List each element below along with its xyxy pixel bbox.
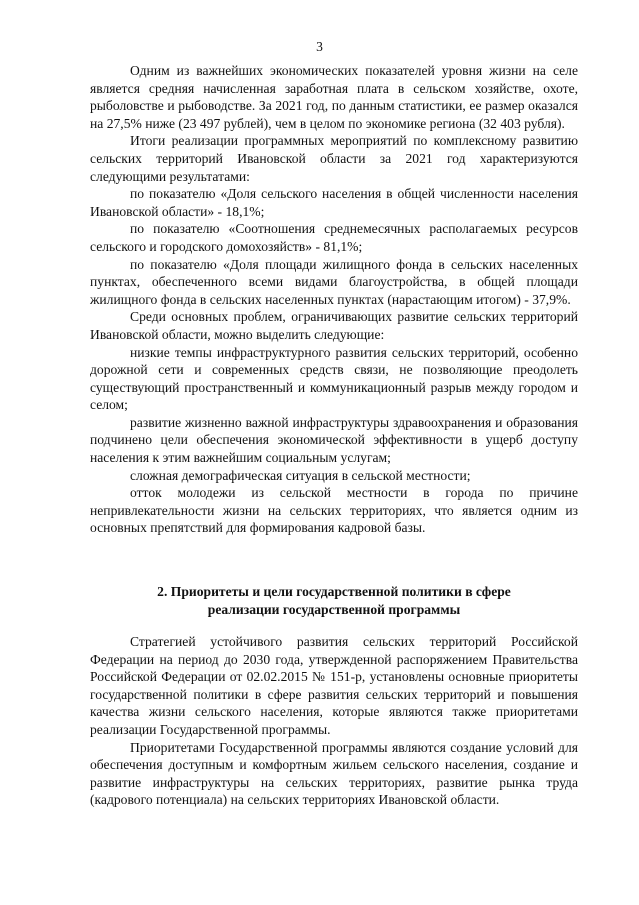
paragraph-strategy: Стратегией устойчивого развития сельских территорий Российской Федерации на период до 2030 года, утвержденной распоряжением Правительства Российской Федерации от 02.02.2015 № 151-р, установлены основные приоритеты государственной политики в сфере развития сельских территорий и повышения качества жизни сельского населения, которые являются также приоритетами реализации Государственной программы. bbox=[90, 634, 578, 737]
paragraph-wages: Одним из важнейших экономических показателей уровня жизни на селе является средняя начисленная заработная плата в сельском хозяйстве, охоте, рыболовстве и рыбоводстве. За 2021 год, по данным статистики, ее размер оказался на 27,5% ниже (23 497 рублей), чем в целом по экономике региона (32 403 рубля). bbox=[90, 63, 578, 131]
paragraph-indicator-income-ratio: по показателю «Соотношения среднемесячных располагаемых ресурсов сельского и городского домохозяйств» - 81,1%; bbox=[90, 221, 578, 254]
section-2-heading-line-2: реализации государственной программы bbox=[207, 602, 461, 617]
paragraph-indicator-housing: по показателю «Доля площади жилищного фонда в сельских населенных пунктах, обеспеченного всеми видами благоустройства, в общей площади жилищного фонда в сельских населенных пунктах (нарастающим итогом) - 37,9%. bbox=[90, 256, 578, 307]
section-2-body bbox=[90, 633, 578, 809]
paragraph-problem-youth-outflow: отток молодежи из сельской местности в города по причине непривлекательности жизни на сельских территориях, что является одним из основных препятствий для формирования кадровой базы. bbox=[90, 485, 578, 536]
paragraph-problem-demography: сложная демографическая ситуация в сельской местности; bbox=[130, 467, 471, 483]
section-2-heading-line-1: 2. Приоритеты и цели государственной политики в сфере bbox=[157, 584, 511, 599]
paragraph-indicator-rural-share: по показателю «Доля сельского населения в общей численности населения Ивановской области» - 18,1%; bbox=[90, 186, 578, 219]
paragraph-results-intro: Итоги реализации программных мероприятий по комплексному развитию сельских территорий Ивановской области за 2021 год характеризуются следующими результатами: bbox=[90, 133, 578, 184]
paragraph-problem-healthcare: развитие жизненно важной инфраструктуры здравоохранения и образования подчинено цели обеспечения экономической эффективности в ущерб доступу населения к этим важнейшим социальным услугам; bbox=[90, 414, 578, 466]
paragraph-problem-infrastructure: низкие темпы инфраструктурного развития сельских территорий, особенно дорожной сети и современных средств связи, не позволяющие преодолеть существующий пространственный и коммуникационный разрыв между городом и селом; bbox=[90, 344, 578, 413]
paragraph-priorities: Приоритетами Государственной программы являются создание условий для обеспечения доступным и комфортным жильем сельского населения, создание и развитие инфраструктуры на сельских территориях, развитие рынка труда (кадрового потенциала) на сельских территориях Ивановской области. bbox=[90, 739, 578, 808]
paragraph-problems-intro: Среди основных проблем, ограничивающих развитие сельских территорий Ивановской области, можно выделить следующие: bbox=[90, 309, 578, 342]
section-1-body bbox=[90, 62, 578, 537]
page-number: 3 bbox=[316, 39, 323, 54]
